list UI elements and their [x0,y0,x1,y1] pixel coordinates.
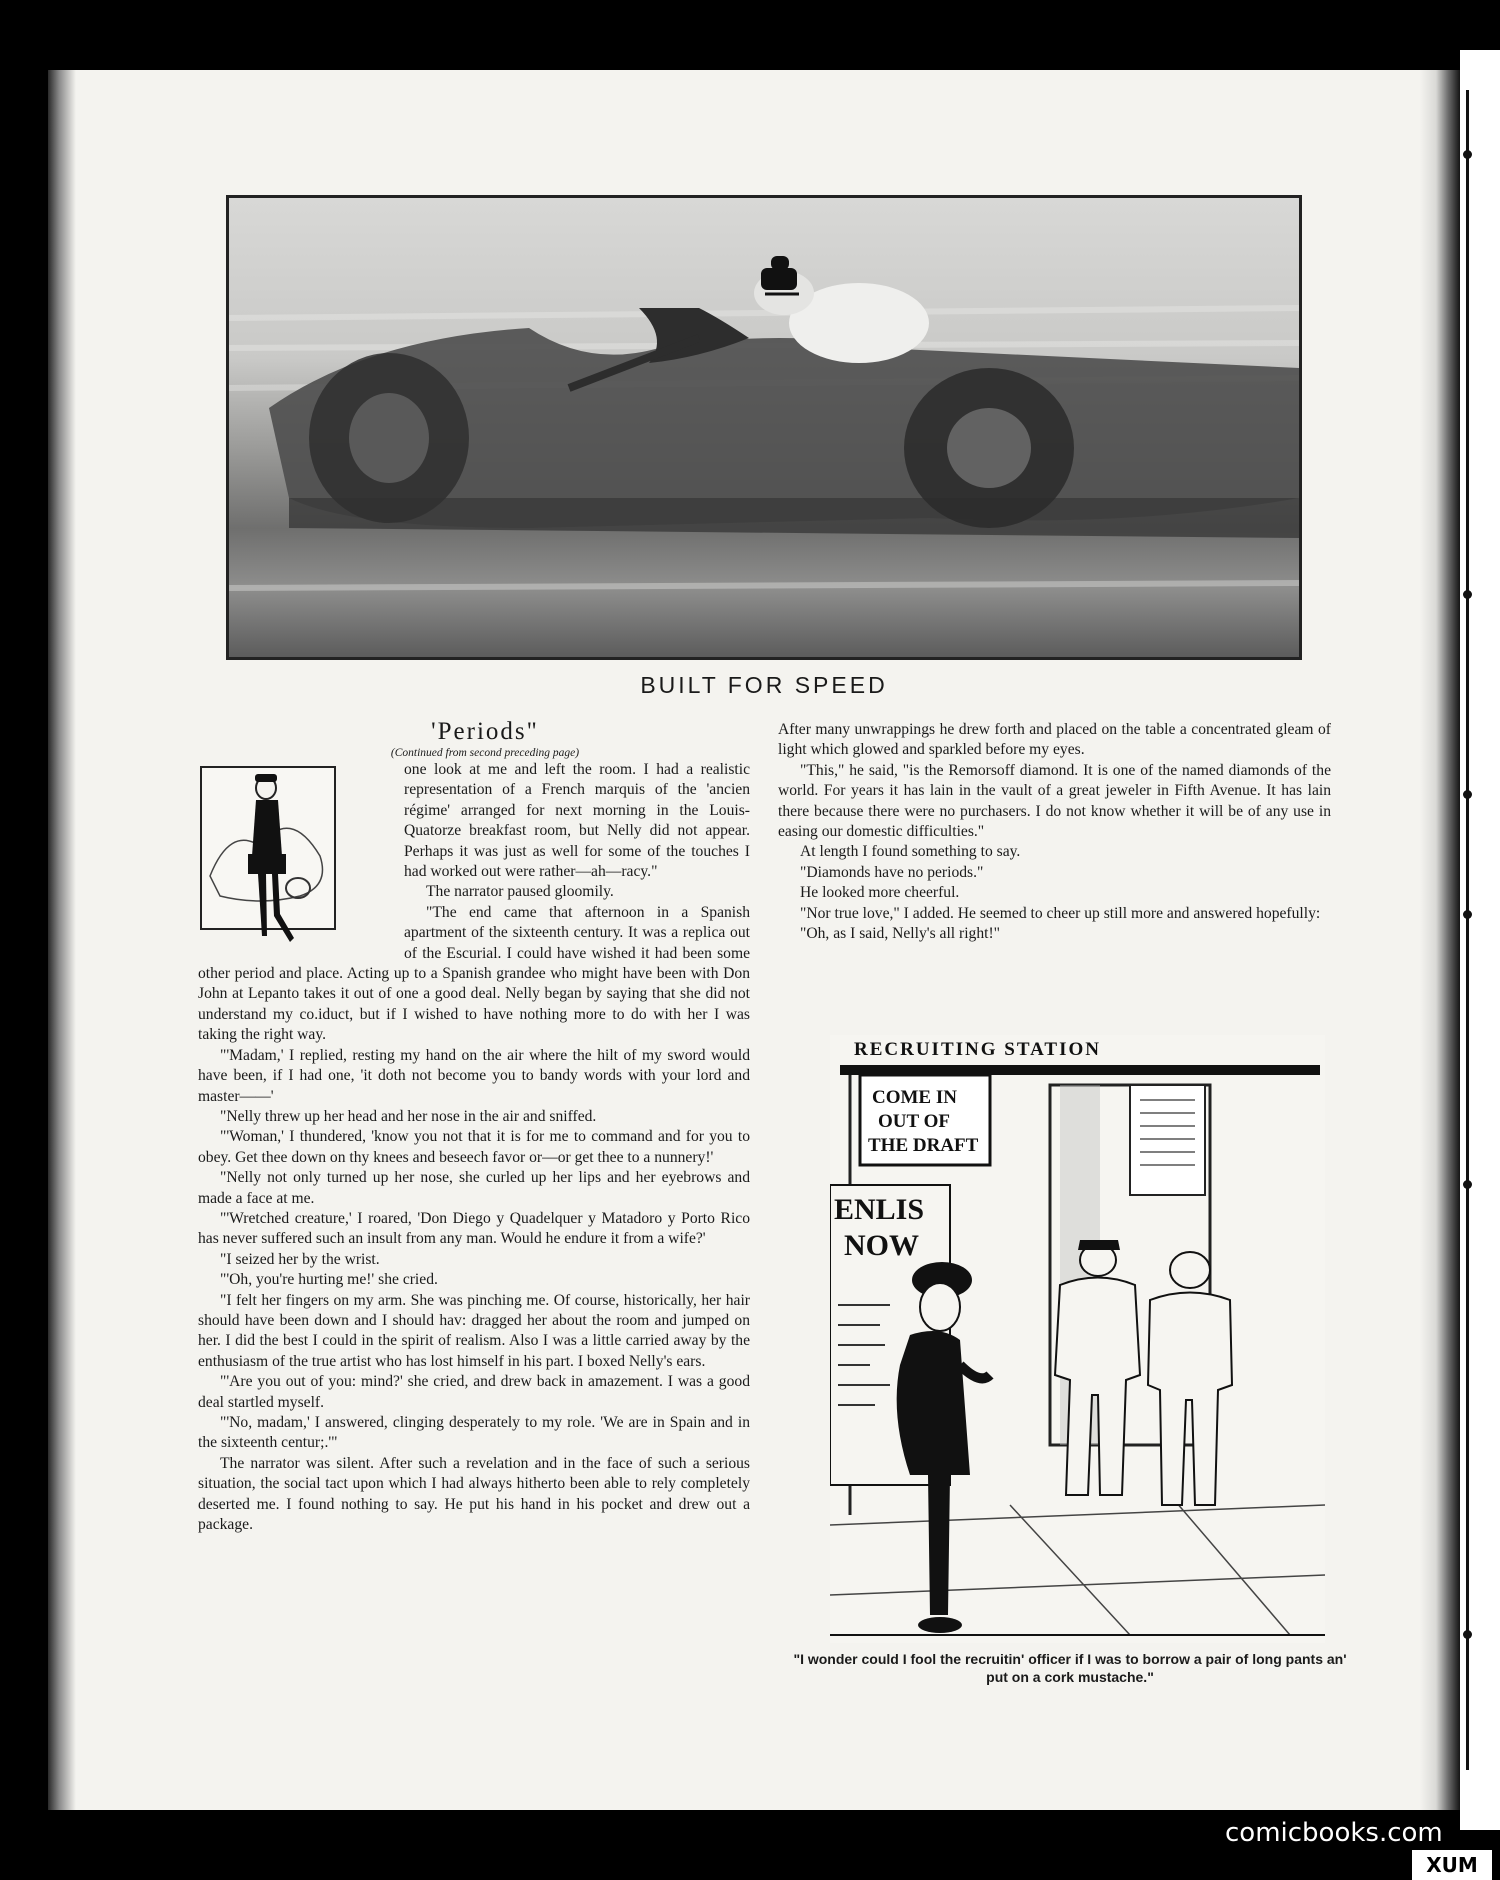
speed-car-photo [226,195,1302,660]
recruiting-cartoon [830,1035,1325,1643]
enlist-poster-line1: ENLIS [834,1193,925,1226]
article-paragraph: "This," he said, "is the Remorsoff diamond. It is one of the named diamonds of the world. For years it has lain in the vault of a great jeweler in Fifth Avenue. It has lain there because there were no purchasers. I do not know whether it will be of any use in easing our domestic difficulties." [778,761,1331,841]
page-left-shadow [48,70,76,1810]
article-left-column [198,718,750,1535]
enlist-poster-line2: NOW [844,1229,919,1262]
site-watermark: comicbooks.com [1225,1818,1443,1848]
edge-mark [1463,910,1472,919]
article-title: 'Periods" [431,718,539,745]
photo-caption: BUILT FOR SPEED [640,672,888,698]
article-paragraph: After many unwrappings he drew forth and placed on the table a concentrated gleam of light which glowed and sparkled before my eyes. [778,721,1331,759]
article-paragraph: "'Are you out of you: mind?' she cried, and drew back in amazement. I was a good deal startled myself. [198,1373,750,1411]
edge-mark [1463,1180,1472,1189]
article-paragraph: "'Oh, you're hurting me!' she cried. [220,1271,438,1289]
edge-mark [1463,1630,1472,1639]
edge-mark [1463,590,1472,599]
article-paragraph [198,760,750,882]
article-paragraph: "Nelly threw up her head and her nose in the air and sniffed. [220,1107,597,1125]
article-paragraph: "Nor true love," I added. He seemed to cheer up still more and answered hopefully: [800,904,1321,922]
article-paragraph: "'No, madam,' I answered, clinging desperately to my role. 'We are in Spain and in the sixteenth centur;.'" [198,1414,750,1452]
corner-tag: XUM [1412,1850,1492,1880]
article-paragraph: "I seized her by the wrist. [220,1250,380,1268]
race-car-illustration [229,198,1299,657]
nelly-figure-icon [200,766,390,946]
edge-mark [1463,790,1472,799]
article-paragraph: "Nelly not only turned up her nose, she curled up her lips and her eyebrows and made a face at me. [198,1169,750,1207]
article-paragraph: "Oh, as I said, Nelly's all right!" [800,925,1001,943]
edge-mark [1463,150,1472,159]
girl-illustration [200,766,390,942]
recruiting-station-sign: RECRUITING STATION [854,1039,1101,1060]
article-right-column [778,720,1331,944]
cartoon-caption: "I wonder could I fool the recruitin' officer if I was to borrow a pair of long pants an' put on a cork mustache." [793,1651,1347,1685]
come-in-sign-line1: COME IN [872,1087,957,1108]
page-gutter [1420,70,1460,1810]
facing-page-rule [1466,90,1469,1770]
article-paragraph: "I felt her fingers on my arm. She was pinching me. Of course, historically, her hair should have been down and I should hav: dragged her about the room and jumped on her. I did the best I could in the spirit of realism. Also I was a little carried away by the enthusiasm of the true artist who has lost himself in his part. I boxed Nelly's ears. [198,1291,750,1370]
come-in-sign-line3: THE DRAFT [868,1135,979,1156]
article-paragraph: He looked more cheerful. [800,884,960,902]
article-paragraph: At length I found something to say. [800,843,1021,861]
paragraph-text: one look at me and left the room. I had a realistic representation of a French marquis of the 'ancien régime' arranged for next morning in the Louis-Quatorze breakfast room, but Nelly did not appear. Perhaps it was just as well for some of the touches I had worked out were rather—ah—racy." [404,761,750,881]
article-paragraph: "'Wretched creature,' I roared, 'Don Diego y Quadelquer y Matadoro y Porto Rico has never suffered such an insult from any man. Would he endure it from a wife?' [198,1209,750,1248]
article-paragraph: "Diamonds have no periods." [800,863,984,881]
article-paragraph: The narrator paused gloomily. [426,883,614,901]
article-paragraph: "The end came that afternoon in a Spanish apartment of the sixteenth century. It was a replica out of the Escurial. I could have wished it had been some other period and place. Acting up to a Spanish grandee who might have been with Don John at Lepanto takes it out of one a good deal. Nelly began by saying that she did not understand my co.iduct, but if I wished to have nothing more to do with her I was taking the right way. [198,903,750,1044]
come-in-sign-line2: OUT OF [878,1111,950,1132]
facing-page-edge [1460,50,1500,1830]
article-paragraph: The narrator was silent. After such a revelation and in the face of such a serious situation, the social tact upon which I had always hitherto been able to rely completely deserted me. I found nothing to say. He put his hand in his pocket and drew out a package. [198,1454,750,1534]
article-paragraph: "'Madam,' I replied, resting my hand on the air where the hilt of my sword would have been, if I had one, 'it doth not become you to bandy words with your lord and master——' [198,1046,750,1105]
continued-note: (Continued from second preceding page) [390,747,580,759]
article-paragraph: "'Woman,' I thundered, 'know you not that it is for me to command and for you to obey. Get thee down on thy knees and beseech favor or—or get thee to a nunnery!' [198,1128,750,1166]
